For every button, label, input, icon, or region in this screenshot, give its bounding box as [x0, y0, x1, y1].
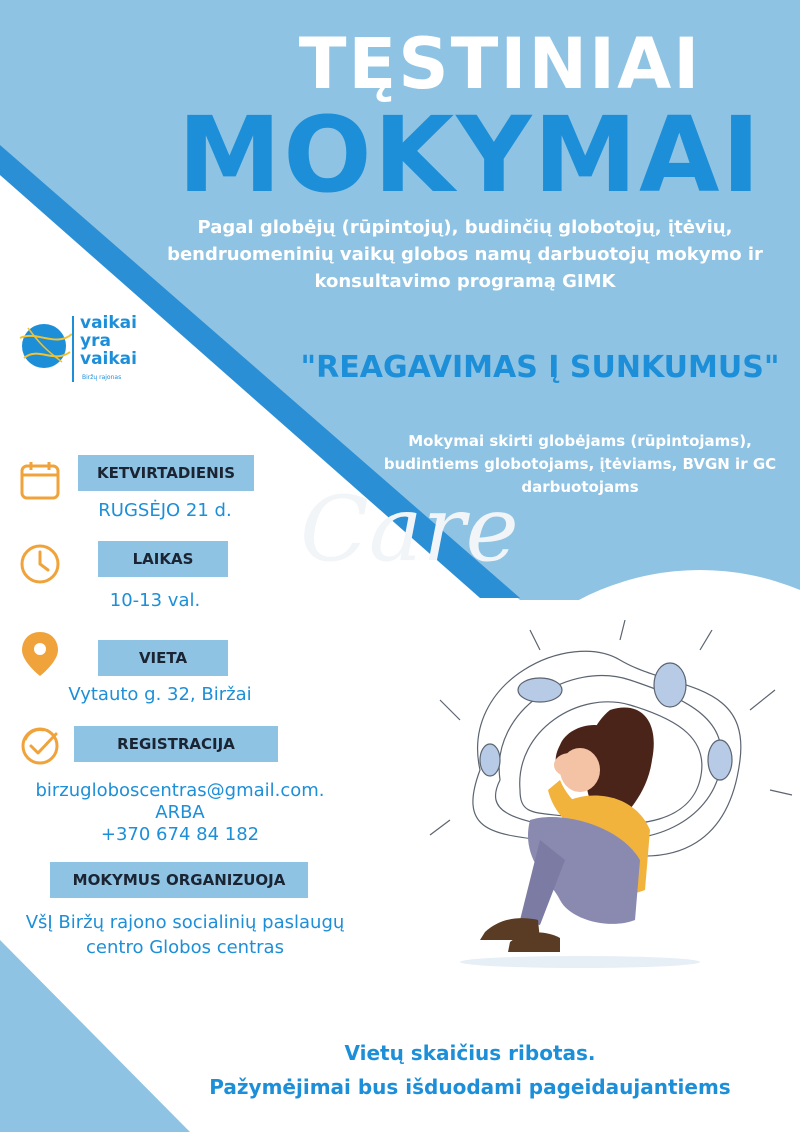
title-line2: MOKYMAI — [177, 94, 763, 216]
logo-subtitle: Biržų rajonas — [82, 374, 122, 381]
registration-label: REGISTRACIJA — [74, 726, 278, 762]
time-label: LAIKAS — [98, 541, 228, 577]
clock-icon — [18, 542, 62, 586]
organizer-value: VšĮ Biržų rajono socialinių paslaugų centro Globos centras — [25, 912, 345, 958]
time-value: 10-13 val. — [109, 590, 201, 611]
day-label: KETVIRTADIENIS — [78, 455, 254, 491]
place-label: VIETA — [98, 640, 228, 676]
day-value: RUGSĖJO 21 d. — [98, 500, 232, 521]
svg-text:Care: Care — [300, 477, 519, 582]
logo-globe-icon — [16, 318, 76, 372]
logo-wordmark — [80, 314, 137, 368]
check-badge-icon — [18, 724, 62, 768]
logo-divider — [72, 316, 74, 382]
program-description: Pagal globėjų (rūpintojų), budinčių globotojų, įtėvių, bendruomeninių vaikų globos namų darbuotojų mokymo ir konsultavimo programą GIMK — [167, 217, 763, 292]
logo-line3: vaikai — [80, 349, 137, 369]
calendar-icon — [18, 458, 62, 502]
footer-line2: Pažymėjimai bus išduodami pageidaujantiems — [209, 1075, 731, 1099]
footer-line1: Vietų skaičius ribotas. — [344, 1041, 596, 1065]
headline: "REAGAVIMAS Į SUNKUMUS" — [300, 350, 780, 385]
registration-or: ARBA — [155, 802, 205, 823]
logo-line1: vaikai — [80, 313, 137, 333]
place-value: Vytauto g. 32, Biržai — [68, 684, 252, 705]
footer — [0, 1036, 800, 1104]
location-pin-icon — [18, 630, 62, 678]
title-line1: TĘSTINIAI — [298, 23, 702, 105]
organizer-label: MOKYMUS ORGANIZUOJA — [50, 862, 308, 898]
registration-phone: +370 674 84 182 — [100, 824, 260, 845]
distressed-girl-illustration — [420, 620, 800, 980]
registration-email: birzugloboscentras@gmail.com. — [35, 780, 325, 801]
audience-text: Mokymai skirti globėjams (rūpintojams), budintiems globotojams, įtėviams, BVGN ir GC darbuotojams — [383, 432, 777, 496]
logo-line2: yra — [80, 331, 111, 351]
